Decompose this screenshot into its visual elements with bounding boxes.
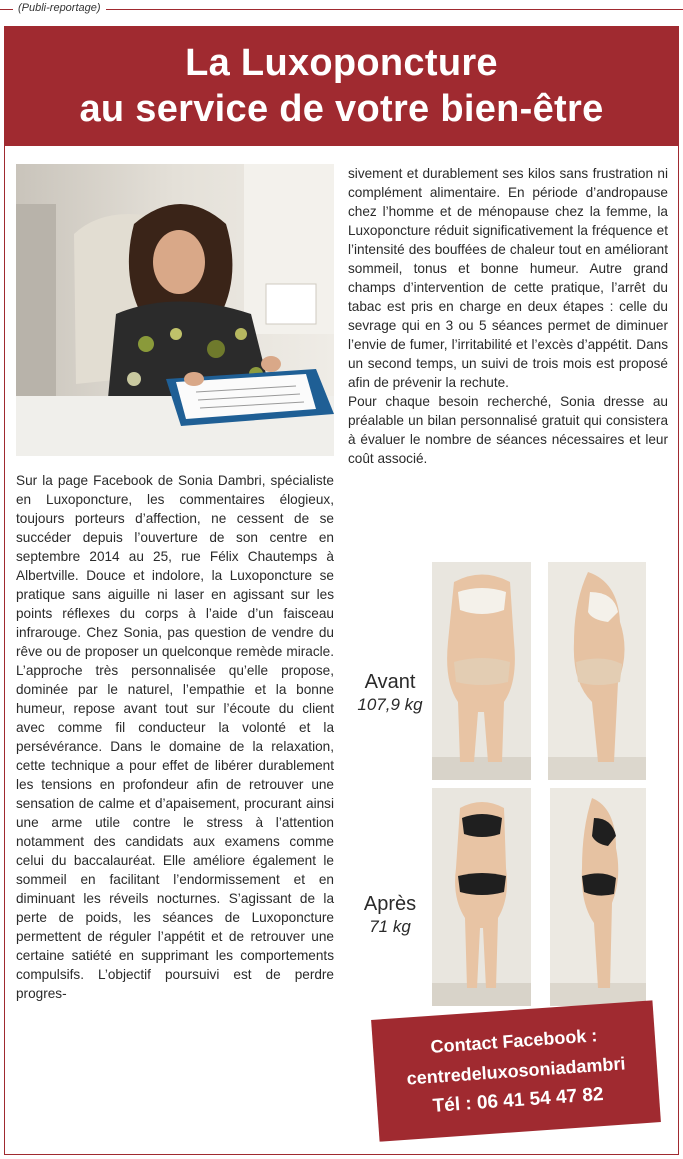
before-side-photo xyxy=(548,562,646,780)
after-label-text: Après xyxy=(363,893,417,915)
title-line-1: La Luxoponcture xyxy=(185,42,498,84)
before-front-photo xyxy=(432,562,531,780)
article-paragraph-3: Pour chaque besoin recherché, Sonia dresse au préalable un bilan personnalisé gratuit qui consistera à évaluer le nombre de séances nécessaires et leur coût associé. xyxy=(348,394,668,466)
after-side-photo xyxy=(550,788,646,1006)
title-banner xyxy=(4,26,679,146)
contact-facebook-label: Contact Facebook : xyxy=(429,1025,598,1057)
contact-facebook-handle: centredeluxosoniadambri xyxy=(406,1053,626,1089)
after-weight: 71 kg xyxy=(369,917,411,936)
contact-phone: Tél : 06 41 54 47 82 xyxy=(431,1083,605,1117)
after-label xyxy=(352,892,428,938)
before-label-text: Avant xyxy=(364,671,416,693)
article-paragraph-2: sivement et durablement ses kilos sans frustration ni complément alimentaire. En période d’andropause chez l’homme et de ménopause chez la femme, la Luxoponcture réduit significativement la fréquence et l’intensité des bouffées de chaleur tout en améliorant sommeil, tonus et bonne humeur. Autre grand champs d’intervention de cette pratique, l’arrêt du tabac est pris en charge en deux étapes : celle du sevrage qui en 3 ou 5 séances permet de diminuer l’envie de fumer, l’irritabilité et l’excès d’appétit. Dans un second temps, un suivi de trois mois est proposé afin de prévenir la rechute. xyxy=(348,166,668,390)
before-weight: 107,9 kg xyxy=(357,695,423,714)
portrait-photo xyxy=(16,164,334,456)
after-front-photo xyxy=(432,788,531,1006)
before-label xyxy=(352,670,428,716)
article-left-column xyxy=(16,471,334,1003)
article-paragraph-1: Sur la page Facebook de Sonia Dambri, spécialiste en Luxoponcture, les commentaires élogieux, toujours porteurs d’affection, ne cessent de se succéder depuis l’ouverture de son centre en septembre 2014 au 25, rue Félix Chautemps à Albertville. Douce et indolore, la Luxoponcture se pratique sans aiguille ni laser en agissant sur les points réflexes du corps à l’aide d’un faisceau infrarouge. Chez Sonia, pas question de vendre du rêve ou de proposer un quelconque remède miracle. L’approche très personnalisée qu’elle propose, dominée par le naturel, l’empathie et la bonne humeur, repose avant tout sur l’écoute du client avec comme fil conducteur la volonté et la persévérance. Dans le domaine de la relaxation, cette technique a pour effet de libérer durablement les tensions en profondeur afin de retrouver une sensation de calme et d’apaisement, procurant ainsi une arme utile contre le stress à l’attention notamment des candidats aux examens comme celui du baccalauréat. Elle améliore également le sommeil en facilitant l’endormissement et en diminuant les réveils nocturnes. S’agissant de la perte de poids, les séances de Luxoponcture permettent de réguler l’appétit et de retrouver une certaine satiété en supprimant les comportements compulsifs. L’objectif poursuivi est de perdre progres- xyxy=(16,473,334,1001)
contact-box xyxy=(371,1000,661,1141)
title-line-2: au service de votre bien-être xyxy=(79,88,604,130)
article-right-column xyxy=(348,164,668,468)
publi-reportage-kicker: (Publi-reportage) xyxy=(13,1,106,16)
